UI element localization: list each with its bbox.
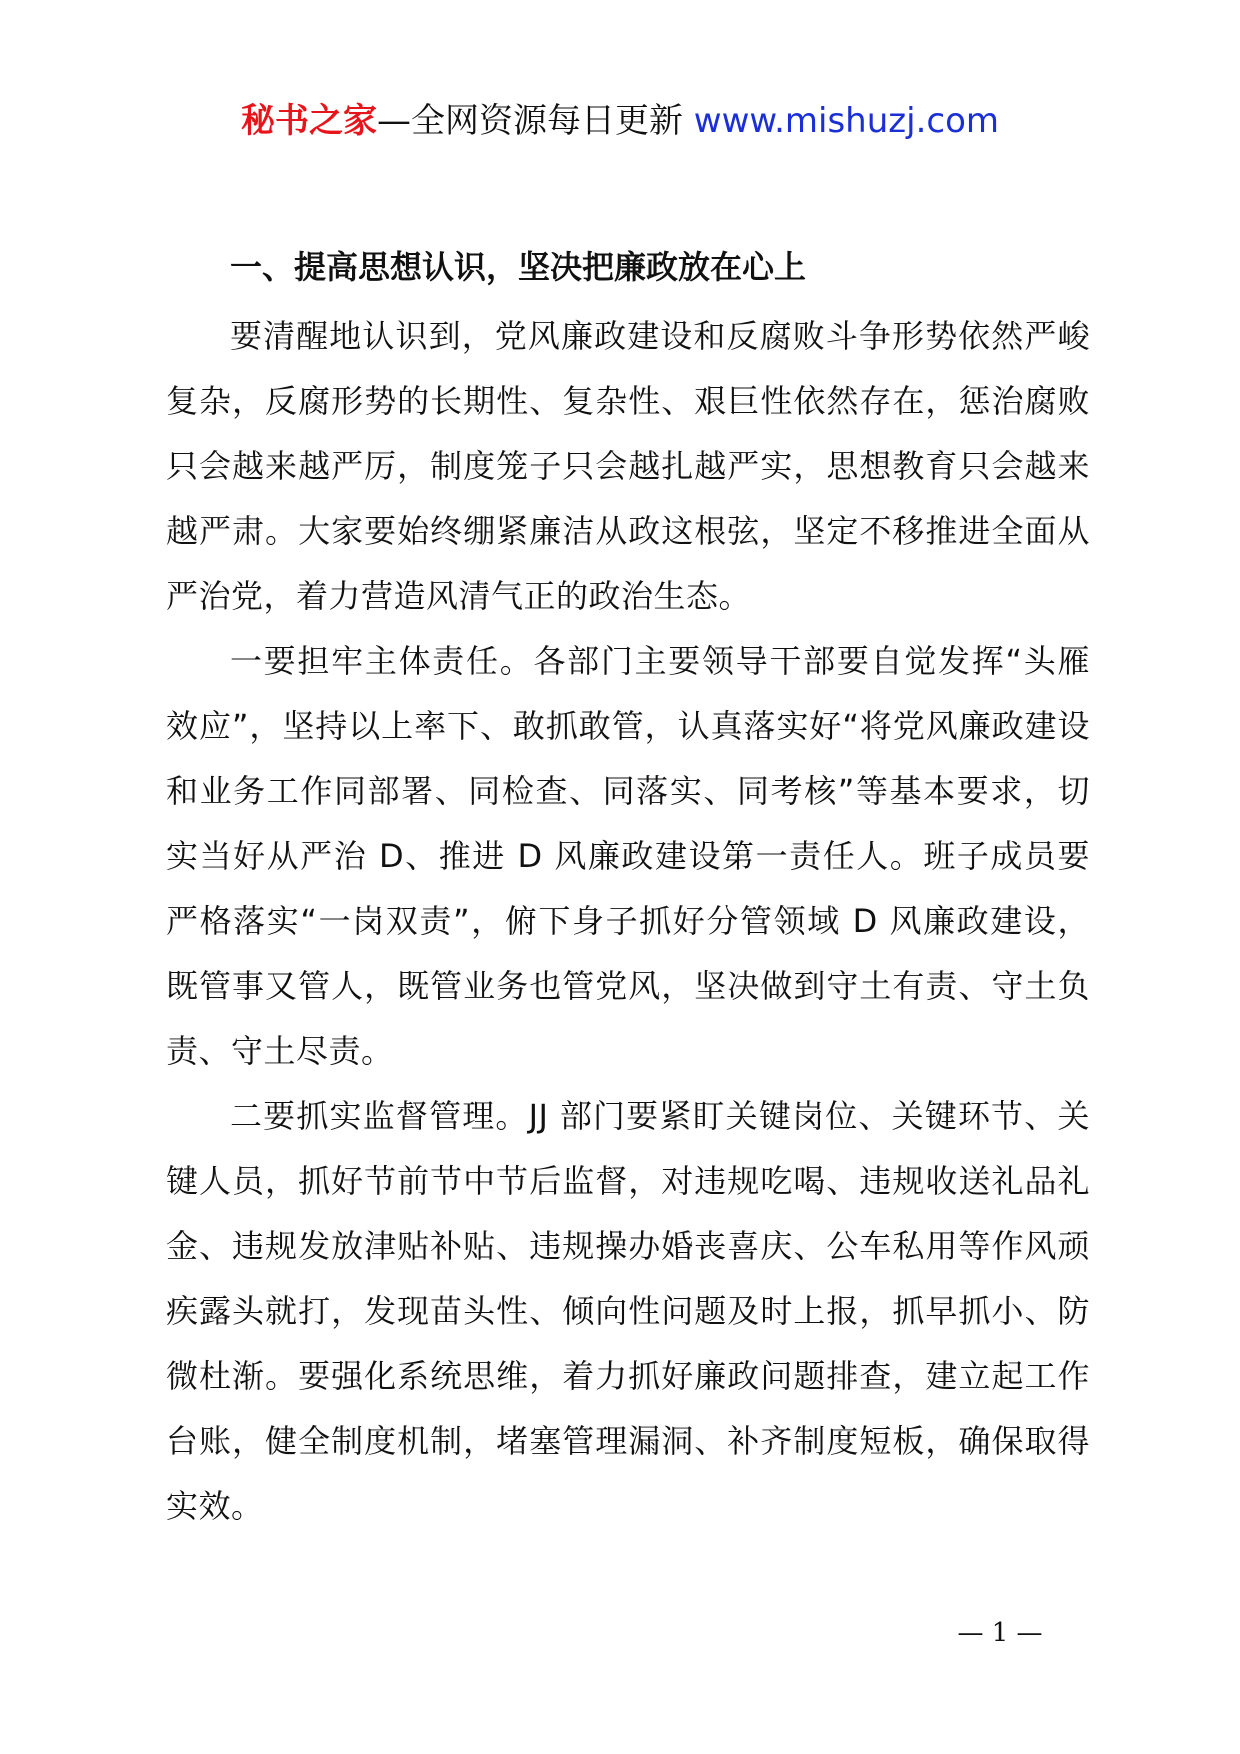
site-brand: 秘书之家: [240, 101, 377, 141]
paragraph-3: 二要抓实监督管理。JJ 部门要紧盯关键岗位、关键环节、关键人员，抓好节前节中节后监督，对违规吃喝、违规收送礼品礼金、违规发放津贴补贴、违规操办婚丧喜庆、公车私用等作风顽疾露头就打，发现苗头性、倾向性问题及时上报，抓早抓小、防微杜渐。要强化系统思维，着力抓好廉政问题排查，建立起工作台账，健全制度机制，堵塞管理漏洞、补齐制度短板，确保取得实效。: [166, 1097, 1090, 1525]
site-header: [0, 98, 1240, 144]
site-tagline: —全网资源每日更新: [376, 101, 694, 141]
paragraph-1: 要清醒地认识到，党风廉政建设和反腐败斗争形势依然严峻复杂，反腐形势的长期性、复杂性、艰巨性依然存在，惩治腐败只会越来越严厉，制度笼子只会越扎越严实，思想教育只会越来越严肃。大家要始终绷紧廉洁从政这根弦，坚定不移推进全面从严治党，着力营造风清气正的政治生态。: [166, 317, 1090, 615]
section-heading: 一、提高思想认识，坚决把廉政放在心上: [230, 248, 807, 286]
paragraph-2: 一要担牢主体责任。各部门主要领导干部要自觉发挥“头雁效应”，坚持以上率下、敢抓敢管，认真落实好“将党风廉政建设和业务工作同部署、同检查、同落实、同考核”等基本要求，切实当好从严治 D、推进 D 风廉政建设第一责任人。班子成员要严格落实“一岗双责”，俯下身子抓好分管领域 D 风廉政建设，既管事又管人，既管业务也管党风，坚决做到守土有责、守土负责、守土尽责。: [166, 642, 1090, 1070]
document-body: [166, 240, 1090, 1539]
page-number: — 1 —: [957, 1618, 1043, 1648]
site-url: www.mishuzj.com: [693, 101, 999, 141]
